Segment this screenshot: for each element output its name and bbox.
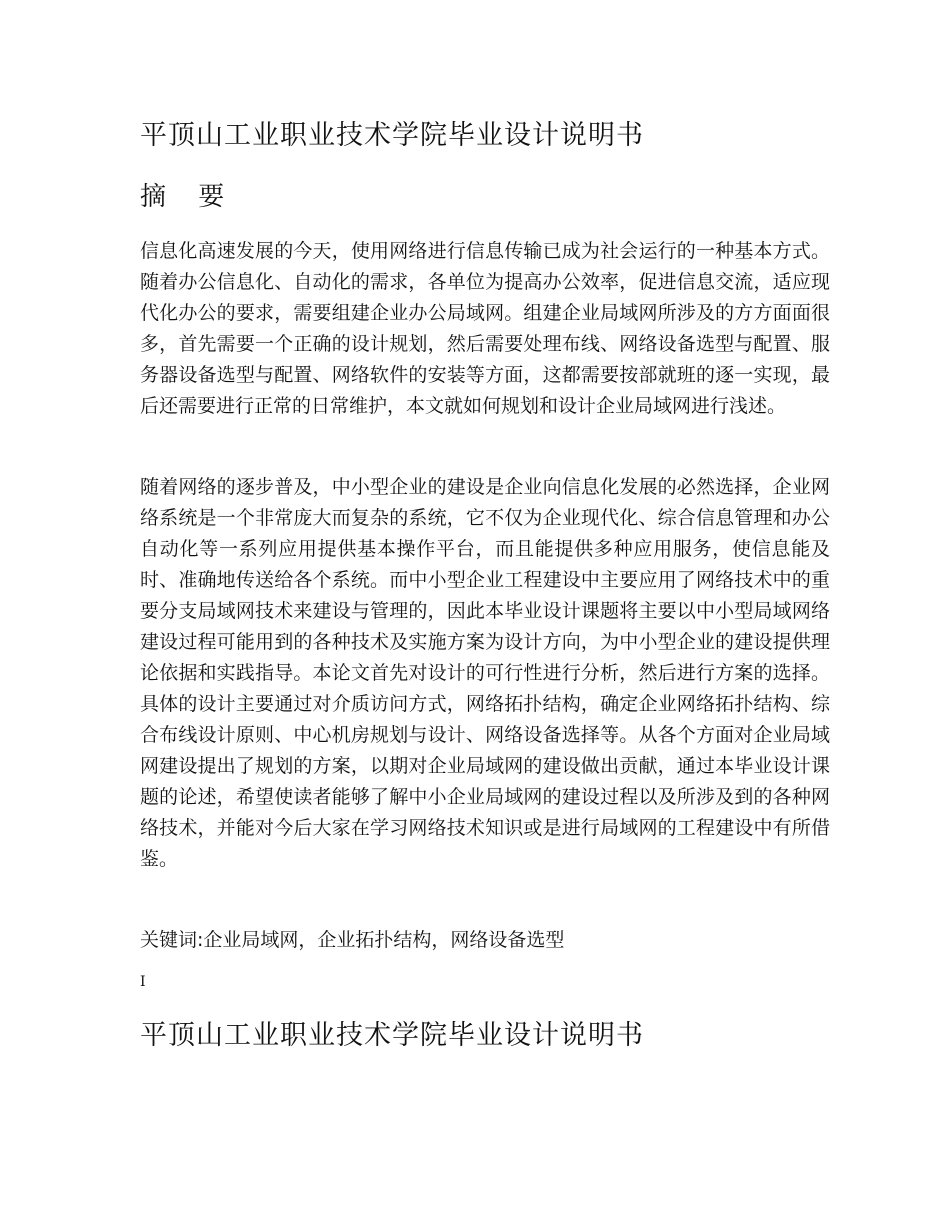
document-header-title: 平顶山工业职业技术学院毕业设计说明书 [140,120,644,151]
abstract-heading: 摘 要 [140,182,237,212]
abstract-paragraph-1: 信息化高速发展的今天，使用网络进行信息传输已成为社会运行的一种基本方式。随着办公信息化、自动化的需求，各单位为提高办公效率，促进信息交流，适应现代化办公的要求，需要组建企业办公局域网。组建企业局域网所涉及的方方面面很多，首先需要一个正确的设计规划，然后需要处理布线、网络设备选型与配置、服务器设备选型与配置、网络软件的安装等方面，这都需要按部就班的逐一实现，最后还需要进行正常的日常维护，本文就如何规划和设计企业局域网进行浅述。 [140,240,830,417]
page-number: I [140,974,146,990]
abstract-paragraph-2: 随着网络的逐步普及，中小型企业的建设是企业向信息化发展的必然选择，企业网络系统是一个非常庞大而复杂的系统，它不仅为企业现代化、综合信息管理和办公自动化等一系列应用提供基本操作平台，而且能提供多种应用服务，使信息能及时、准确地传送给各个系统。而中小型企业工程建设中主要应用了网络技术中的重要分支局域网技术来建设与管理的，因此本毕业设计课题将主要以中小型局域网络建设过程可能用到的各种技术及实施方案为设计方向，为中小型企业的建设提供理论依据和实践指导。本论文首先对设计的可行性进行分析，然后进行方案的选择。具体的设计主要通过对介质访问方式，网络拓扑结构，确定企业网络拓扑结构、综合布线设计原则、中心机房规划与设计、网络设备选择等。从各个方面对企业局域网建设提出了规划的方案，以期对企业局域网的建设做出贡献，通过本毕业设计课题的论述，希望使读者能够了解中小企业局域网的建设过程以及所涉及到的各种网络技术，并能对今后大家在学习网络技术知识或是进行局域网的工程建设中有所借鉴。 [140,476,830,870]
keywords-line: 关键词:企业局域网，企业拓扑结构，网络设备选型 [140,929,565,951]
next-page-header-title: 平顶山工业职业技术学院毕业设计说明书 [140,1020,644,1051]
